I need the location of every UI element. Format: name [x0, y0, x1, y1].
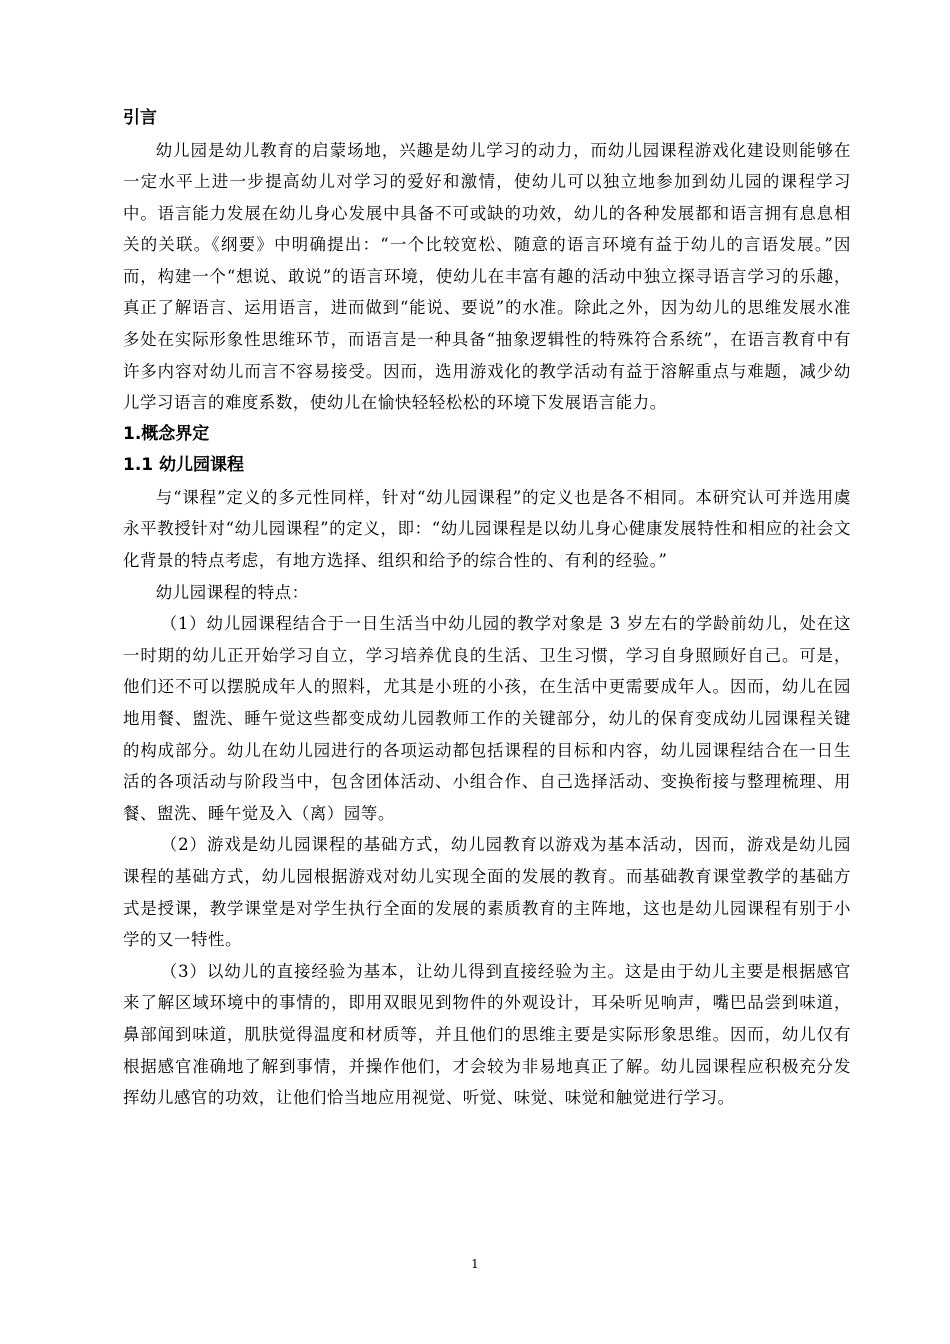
page-number: 1: [471, 1257, 479, 1271]
feature-1-paragraph: （1）幼儿园课程结合于一日生活当中幼儿园的教学对象是 3 岁左右的学龄前幼儿，处在这一时期的幼儿正开始学习自立，学习培养优良的生活、卫生习惯，学习自身照顾好自己。可是，他们还不可以摆脱成年人的照料，尤其是小班的小孩，在生活中更需要成年人。因而，幼儿在园地用餐、盥洗、睡午觉这些都变成幼儿园教师工作的关键部分，幼儿的保育变成幼儿园课程关键的构成部分。幼儿在幼儿园进行的各项运动都包括课程的目标和内容，幼儿园课程结合在一日生活的各项活动与阶段当中，包含团体活动、小组合作、自己选择活动、变换衔接与整理梳理、用餐、盥洗、睡午觉及入（离）园等。: [123, 614, 851, 823]
document-page: [123, 103, 851, 1114]
feature-3-paragraph: （3）以幼儿的直接经验为基本，让幼儿得到直接经验为主。这是由于幼儿主要是根据感官来了解区域环境中的事情的，即用双眼见到物件的外观设计，耳朵听见响声，嘴巴品尝到味道，鼻部闻到味道，肌肤觉得温度和材质等，并且他们的思维主要是实际形象思维。因而，幼儿仅有根据感官准确地了解到事情，并操作他们，才会较为非易地真正了解。幼儿园课程应积极充分发挥幼儿感官的功效，让他们恰当地应用视觉、听觉、味觉、味觉和触觉进行学习。: [123, 961, 851, 1108]
definition-paragraph: 与“课程”定义的多元性同样，针对“幼儿园课程”的定义也是各不相同。本研究认可并选用虞永平教授针对“幼儿园课程”的定义，即：“幼儿园课程是以幼儿身心健康发展特性和相应的社会文化背景的特点考虑，有地方选择、组织和给予的综合性的、有利的经验。”: [123, 487, 851, 571]
section-1-1-heading: 1.1 幼儿园课程: [123, 455, 245, 476]
feature-2-paragraph: （2）游戏是幼儿园课程的基础方式，幼儿园教育以游戏为基本活动，因而，游戏是幼儿园课程的基础方式，幼儿园根据游戏对幼儿实现全面的发展的教育。而基础教育课堂教学的基础方式是授课，教学课堂是对学生执行全面的发展的素质教育的主阵地，这也是幼儿园课程有别于小学的又一特性。: [123, 835, 851, 950]
features-intro: 幼儿园课程的特点：: [155, 582, 309, 602]
section-1-heading: 1.概念界定: [123, 423, 210, 444]
intro-paragraph: 幼儿园是幼儿教育的启蒙场地，兴趣是幼儿学习的动力，而幼儿园课程游戏化建设则能够在一定水平上进一步提高幼儿对学习的爱好和激情，使幼儿可以独立地参加到幼儿园的课程学习中。语言能力发展在幼儿身心发展中具备不可或缺的功效，幼儿的各种发展都和语言拥有息息相关的关联。《纲要》中明确提出：“一个比较宽松、随意的语言环境有益于幼儿的言语发展。”因而，构建一个“想说、敢说”的语言环境，使幼儿在丰富有趣的活动中独立探寻语言学习的乐趣，真正了解语言、运用语言，进而做到“能说、要说”的水准。除此之外，因为幼儿的思维发展水准多处在实际形象性思维环节，而语言是一种具备“抽象逻辑性的特殊符合系统”，在语言教育中有许多内容对幼儿而言不容易接受。因而，选用游戏化的教学活动有益于溶解重点与难题，减少幼儿学习语言的难度系数，使幼儿在愉快轻轻松松的环境下发展语言能力。: [123, 140, 851, 413]
intro-heading: 引言: [123, 108, 157, 128]
